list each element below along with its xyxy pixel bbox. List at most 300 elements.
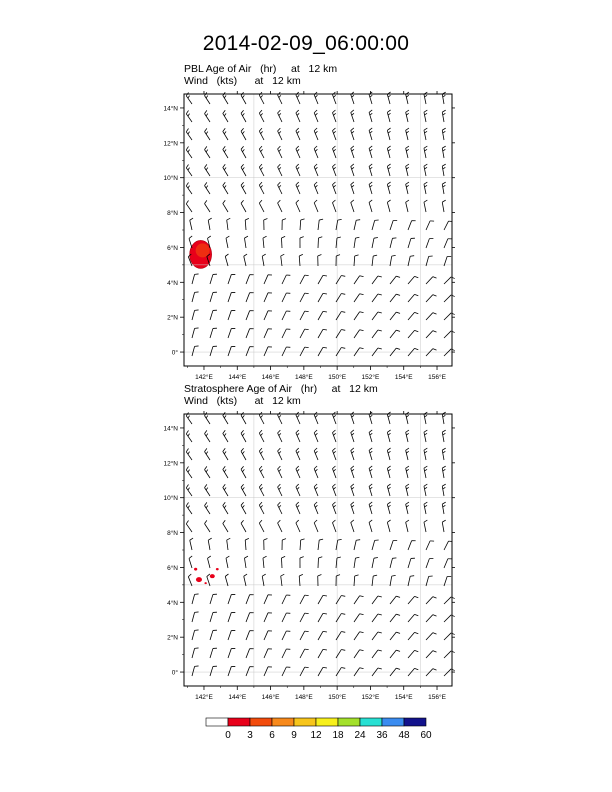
wind-barb: [442, 200, 445, 212]
wind-barb: [406, 146, 409, 158]
wind-barb: [223, 430, 228, 442]
wind-barb: [186, 467, 192, 478]
wind-barb: [424, 466, 427, 478]
wind-barb: [228, 666, 235, 676]
wind-barb: [282, 649, 290, 658]
wind-barb: [351, 110, 354, 122]
wind-barb: [186, 485, 192, 496]
wind-barb: [444, 615, 455, 622]
wind-barb: [408, 312, 418, 320]
wind-barb: [241, 520, 246, 532]
wind-barb: [372, 540, 379, 550]
colorbar-swatch: [316, 718, 338, 726]
lon-tick-label: 144°E: [228, 374, 247, 381]
wind-barb: [186, 111, 192, 122]
wind-barb: [426, 559, 433, 568]
wind-barb: [369, 182, 372, 194]
wind-barb: [300, 219, 305, 230]
wind-barb: [318, 539, 323, 550]
wind-barb: [369, 484, 372, 496]
wind-barb: [318, 613, 327, 622]
wind-barb: [372, 220, 379, 230]
wind-barb: [314, 520, 318, 532]
wind-barb: [387, 502, 390, 514]
map-panel-stratosphere-age-of-air: [0, 320, 612, 720]
wind-barb: [372, 575, 377, 586]
wind-barb: [351, 484, 354, 496]
wind-barb: [246, 631, 254, 640]
wind-barb: [424, 182, 427, 194]
lon-tick-label: 150°E: [328, 374, 347, 381]
wind-barb: [223, 182, 228, 194]
wind-barb: [246, 613, 254, 622]
wind-barb: [332, 110, 336, 122]
lon-tick-label: 150°E: [328, 694, 347, 701]
panel-2-line2: Wind (kts) at 12 km: [184, 395, 301, 407]
wind-barb: [426, 277, 437, 284]
lat-tick-label: 0°: [171, 349, 178, 357]
wind-barb: [406, 164, 409, 176]
lat-tick-label: 14°N: [163, 425, 178, 433]
wind-barb: [300, 311, 309, 320]
wind-barb: [354, 540, 360, 550]
wind-barb: [442, 430, 445, 442]
wind-barb: [442, 484, 445, 496]
wind-barb: [205, 164, 210, 176]
wind-barb: [188, 574, 192, 586]
wind-barb: [426, 576, 433, 586]
wind-barb: [227, 538, 231, 550]
colorbar-swatch: [360, 718, 382, 726]
wind-barb: [390, 614, 400, 622]
wind-barb: [205, 448, 210, 460]
wind-barb: [336, 255, 340, 266]
wind-barb: [372, 294, 382, 302]
red-contour-patch: [204, 582, 206, 584]
colorbar-label: 36: [376, 730, 388, 741]
wind-barb: [354, 312, 364, 320]
colorbar-label: 24: [354, 730, 366, 741]
wind-barb: [205, 484, 210, 496]
wind-barb: [210, 594, 217, 604]
wind-barb: [186, 449, 192, 460]
wind-barb: [390, 650, 400, 658]
lon-tick-label: 146°E: [261, 374, 280, 381]
red-contour-patch: [216, 568, 219, 570]
wind-barb: [314, 182, 318, 194]
wind-barb: [369, 448, 372, 460]
wind-barb: [426, 541, 434, 550]
wind-barb: [372, 650, 382, 658]
wind-barb: [408, 576, 414, 586]
wind-barb: [442, 448, 445, 460]
wind-barb: [228, 292, 235, 302]
wind-barb: [259, 502, 264, 514]
wind-barb: [369, 466, 372, 478]
wind-barb: [424, 110, 427, 122]
wind-barb: [372, 596, 382, 604]
wind-barb: [296, 128, 300, 140]
wind-barb: [351, 182, 354, 194]
wind-barb: [351, 502, 354, 514]
colorbar-label: 48: [398, 730, 410, 741]
lon-tick-label: 146°E: [261, 694, 280, 701]
wind-barb: [300, 293, 309, 302]
wind-barb: [264, 667, 272, 676]
wind-barb: [369, 502, 372, 514]
wind-barb: [278, 466, 282, 478]
wind-barb: [263, 556, 267, 568]
wind-barb: [444, 541, 453, 550]
wind-barb: [424, 164, 427, 176]
lat-tick-label: 10°N: [163, 495, 178, 503]
wind-barb: [408, 256, 414, 266]
wind-barb: [424, 128, 427, 140]
wind-barb: [300, 667, 309, 676]
wind-barb: [282, 595, 290, 604]
wind-barb: [299, 574, 303, 586]
wind-barb: [354, 276, 364, 284]
age-of-air-contour-region: [194, 568, 219, 584]
wind-barb: [406, 182, 409, 194]
wind-barb: [426, 669, 437, 676]
wind-barb: [244, 574, 247, 586]
wind-barb: [241, 146, 246, 158]
wind-barb: [192, 292, 199, 302]
wind-barb: [369, 128, 372, 140]
wind-barb: [332, 182, 336, 194]
wind-barb: [246, 275, 254, 284]
wind-barb: [336, 219, 342, 230]
wind-barb: [296, 200, 300, 212]
wind-barb: [424, 484, 427, 496]
wind-barb: [336, 539, 342, 550]
wind-barb: [408, 558, 415, 568]
wind-barb: [351, 164, 354, 176]
wind-barb: [246, 667, 254, 676]
wind-barb: [278, 146, 282, 158]
wind-barb: [351, 430, 354, 442]
wind-barb: [259, 430, 264, 442]
wind-barb: [442, 128, 445, 140]
wind-barb: [210, 612, 217, 622]
wind-barb: [278, 182, 282, 194]
wind-barb: [444, 597, 455, 604]
wind-barb: [262, 254, 265, 266]
wind-barb: [318, 667, 327, 676]
lat-tick-label: 2°N: [167, 314, 178, 322]
wind-barb: [369, 146, 372, 158]
wind-barb: [223, 448, 228, 460]
wind-barb: [351, 128, 354, 140]
wind-barb: [296, 466, 300, 478]
wind-barb: [299, 254, 303, 266]
wind-barb: [210, 630, 217, 640]
lat-tick-label: 14°N: [163, 105, 178, 113]
wind-barb: [223, 520, 228, 532]
wind-barb: [278, 164, 282, 176]
wind-barb: [406, 466, 409, 478]
wind-barb: [444, 559, 452, 568]
colorbar-label: 12: [310, 730, 322, 741]
wind-barb: [300, 237, 304, 248]
wind-barb: [408, 614, 418, 622]
wind-barb: [208, 556, 211, 568]
wind-barb: [225, 254, 228, 266]
wind-barb: [332, 430, 336, 442]
wind-barb: [192, 630, 199, 640]
wind-barb: [442, 182, 445, 194]
age-of-air-contour-region: [190, 240, 212, 268]
wind-barb: [205, 182, 210, 194]
wind-barb: [354, 237, 359, 248]
wind-barb: [186, 503, 192, 514]
wind-barb: [259, 182, 264, 194]
wind-barb: [223, 128, 228, 140]
wind-barb: [223, 146, 228, 158]
wind-barb: [192, 310, 199, 320]
wind-barb: [314, 200, 318, 212]
wind-barb: [390, 596, 400, 604]
red-contour-patch: [210, 574, 215, 578]
wind-barb: [190, 218, 193, 230]
wind-barb: [332, 520, 336, 532]
wind-barb: [241, 502, 246, 514]
wind-barb: [314, 502, 318, 514]
wind-barb: [332, 164, 336, 176]
wind-barb: [205, 200, 210, 212]
wind-barb: [318, 574, 322, 586]
wind-barb: [387, 430, 390, 442]
wind-barb: [426, 597, 437, 604]
wind-barb: [387, 182, 390, 194]
wind-barb: [390, 238, 396, 248]
lon-tick-label: 156°E: [428, 374, 446, 381]
wind-barb: [444, 651, 455, 658]
wind-barb: [408, 238, 415, 248]
wind-barb: [408, 294, 418, 302]
lat-tick-label: 6°N: [167, 244, 178, 252]
lon-tick-label: 154°E: [394, 374, 413, 381]
wind-barb: [318, 237, 322, 248]
wind-barb: [332, 146, 336, 158]
colorbar-label: 0: [225, 730, 231, 741]
wind-barb: [282, 275, 290, 284]
wind-barb: [244, 236, 247, 248]
wind-barb: [369, 200, 372, 212]
wind-barb: [259, 128, 264, 140]
wind-barb: [369, 520, 372, 532]
wind-barb: [332, 128, 336, 140]
colorbar-swatch: [250, 718, 272, 726]
wind-barb: [246, 595, 254, 604]
wind-barb: [314, 164, 318, 176]
red-contour-patch: [196, 577, 202, 582]
wind-barb: [354, 294, 364, 302]
wind-barb: [278, 110, 282, 122]
wind-barb: [186, 521, 192, 532]
red-contour-patch: [194, 568, 197, 571]
wind-barb: [300, 595, 309, 604]
wind-barb: [262, 574, 265, 586]
wind-barb: [296, 520, 300, 532]
wind-barb: [424, 200, 427, 212]
wind-barb: [205, 502, 210, 514]
wind-barb: [259, 200, 264, 212]
wind-barb: [351, 448, 354, 460]
wind-barb: [300, 557, 304, 568]
wind-barb: [259, 146, 264, 158]
wind-barb: [444, 221, 453, 230]
wind-barb: [205, 146, 210, 158]
wind-barb: [354, 220, 360, 230]
wind-barb: [186, 431, 192, 442]
wind-barb: [372, 632, 382, 640]
wind-barb: [264, 311, 272, 320]
wind-barb: [241, 484, 246, 496]
wind-barb: [387, 110, 390, 122]
panel-1-line1: PBL Age of Air (hr) at 12 km: [184, 63, 338, 75]
wind-barb: [426, 221, 434, 230]
colorbar-swatch: [382, 718, 404, 726]
wind-barb: [444, 277, 455, 284]
lat-tick-label: 2°N: [167, 634, 178, 642]
wind-barb: [207, 574, 210, 586]
wind-barb: [318, 219, 323, 230]
page-title: 2014-02-09_06:00:00: [202, 32, 410, 55]
wind-barb: [332, 200, 336, 212]
colorbar-label: 3: [247, 730, 253, 741]
wind-barb: [210, 310, 217, 320]
wind-barb: [244, 254, 247, 266]
wind-barb: [205, 128, 210, 140]
wind-barb: [223, 466, 228, 478]
wind-barb: [332, 502, 336, 514]
wind-barb: [354, 575, 359, 586]
wind-barb: [387, 520, 390, 532]
wind-barb: [205, 430, 210, 442]
wind-barb: [424, 448, 427, 460]
wind-barb: [241, 164, 246, 176]
wind-barb: [241, 182, 246, 194]
wind-barb: [390, 575, 396, 586]
wind-barb: [442, 502, 445, 514]
wind-barb: [318, 557, 322, 568]
lon-tick-label: 148°E: [294, 374, 313, 381]
wind-barb: [318, 293, 327, 302]
wind-barb: [424, 520, 427, 532]
wind-barb: [210, 274, 217, 284]
colorbar-swatch: [404, 718, 426, 726]
wind-barb: [314, 430, 318, 442]
wind-barb: [186, 201, 192, 212]
wind-barb: [281, 556, 285, 568]
wind-barb: [264, 631, 272, 640]
wind-barb: [246, 649, 254, 658]
wind-barb: [228, 612, 235, 622]
wind-barb: [387, 466, 390, 478]
wind-barb: [278, 448, 282, 460]
wind-barb: [296, 430, 300, 442]
lon-tick-label: 144°E: [228, 694, 247, 701]
wind-barb: [390, 312, 400, 320]
wind-barb: [259, 448, 264, 460]
wind-barb: [336, 575, 340, 586]
colorbar-label: 18: [332, 730, 344, 741]
wind-barb: [210, 666, 217, 676]
wind-barb: [426, 256, 433, 266]
wind-barb: [208, 538, 211, 550]
wind-barb: [259, 466, 264, 478]
wind-barb: [332, 466, 336, 478]
longitude-axis: [187, 411, 446, 701]
wind-barb: [442, 164, 445, 176]
wind-barb: [318, 649, 327, 658]
wind-barb: [424, 430, 427, 442]
wind-barb: [408, 541, 416, 550]
wind-barb: [444, 669, 455, 676]
wind-barb: [241, 110, 246, 122]
wind-barbs: [186, 412, 454, 676]
wind-barb: [354, 650, 364, 658]
wind-barb: [332, 484, 336, 496]
lon-tick-label: 152°E: [361, 694, 380, 701]
wind-barb: [372, 312, 382, 320]
wind-barb: [208, 218, 211, 230]
wind-barb: [226, 236, 229, 248]
wind-barb: [354, 255, 359, 266]
wind-barb: [282, 311, 290, 320]
wind-barb: [390, 294, 400, 302]
colorbar-label: 9: [291, 730, 297, 741]
wind-barb: [296, 484, 300, 496]
wind-barb: [442, 466, 445, 478]
wind-barb: [318, 631, 327, 640]
wind-barb: [245, 538, 249, 550]
wind-barb: [444, 633, 455, 640]
wind-barb: [281, 254, 285, 266]
wind-barb: [281, 236, 285, 248]
wind-barb: [246, 293, 254, 302]
wind-barb: [300, 649, 309, 658]
lon-tick-label: 152°E: [361, 374, 380, 381]
wind-barb: [426, 615, 437, 622]
wind-barb: [444, 295, 455, 302]
wind-barb: [300, 539, 305, 550]
lat-tick-label: 12°N: [163, 460, 178, 468]
wind-barb: [259, 484, 264, 496]
wind-barb: [241, 200, 246, 212]
lat-tick-label: 4°N: [167, 279, 178, 287]
wind-barb: [406, 110, 409, 122]
wind-barb: [300, 613, 309, 622]
wind-barb: [259, 520, 264, 532]
wind-barb: [406, 430, 409, 442]
wind-barb: [228, 274, 235, 284]
wind-barb: [244, 556, 247, 568]
wind-barb: [278, 430, 282, 442]
wind-barb: [387, 484, 390, 496]
wind-barb: [186, 183, 192, 194]
panel-1-line2: Wind (kts) at 12 km: [184, 75, 301, 87]
wind-barb: [387, 200, 390, 212]
wind-barb: [225, 574, 228, 586]
wind-barb: [227, 218, 231, 230]
wind-barb: [296, 146, 300, 158]
wind-barb: [263, 236, 267, 248]
wind-barb: [241, 448, 246, 460]
wind-barb: [406, 200, 409, 212]
